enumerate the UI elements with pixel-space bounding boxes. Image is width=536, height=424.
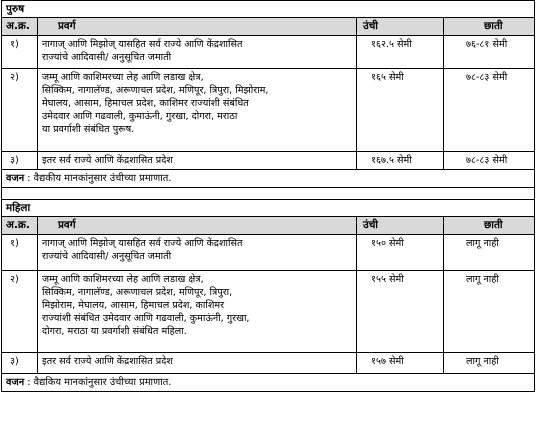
section-title-male: पुरुष — [2, 1, 535, 18]
weight-note-text: : वैद्यकिय मानकांनुसार उंचीच्या प्रमाणात. — [24, 377, 172, 388]
spacer-cell — [2, 188, 535, 200]
row-height: १५० सेमी — [357, 235, 444, 271]
note-row — [2, 170, 535, 188]
row-sr: ३) — [2, 353, 38, 374]
header-chest: छाती — [444, 18, 535, 36]
row-category-line: इतर सर्व राज्ये आणि केंद्रशासित प्रदेश — [42, 356, 173, 367]
row-chest: लागू नाही — [444, 271, 535, 353]
row-chest: लागू नाही — [444, 235, 535, 271]
table-row — [2, 235, 535, 271]
row-category-line: राज्यांशी संबंधित उमेदवार आणि गढवाली, कुमाऊंनी, गुरखा, — [42, 313, 250, 324]
table-row — [2, 152, 535, 170]
row-category-line: सिक्किम, नागालॅण्ड, अरूणाचल प्रदेश, मणिपूर, त्रिपुरा, — [42, 287, 233, 298]
row-category — [38, 69, 357, 152]
weight-note-label: वजन — [6, 377, 25, 388]
table-row — [2, 353, 535, 374]
row-category-line: मेघालय, आसाम, हिमाचल प्रदेश, काशिमर राज्यांशी संबंधित — [42, 98, 249, 109]
row-chest: ७६-८१ सेमी — [444, 36, 535, 69]
header-sr: अ.क्र. — [2, 18, 38, 36]
row-height: १६२.५ सेमी — [357, 36, 444, 69]
weight-note-label: वजन — [6, 173, 25, 184]
row-sr: २) — [2, 69, 38, 152]
header-height: उंची — [357, 18, 444, 36]
header-chest: छाती — [444, 217, 535, 235]
row-category-line: राज्यांचे आदिवासी/ अनुसूचित जमाती — [42, 251, 172, 262]
row-category — [38, 152, 357, 170]
row-category — [38, 271, 357, 353]
row-category-line: जम्मू आणि काशिमरच्या लेह आणि लडाख क्षेत्र, — [42, 72, 204, 83]
header-category: प्रवर्ग — [38, 18, 357, 36]
row-category-line: नागाज् आणि मिझोज् यासहित सर्व राज्ये आणि केंद्रशासित — [42, 238, 243, 249]
table-row — [2, 69, 535, 152]
row-category-line: जम्मू आणि काशिमरच्या लेह आणि लडाख क्षेत्र, — [42, 274, 204, 285]
row-height: १५७ सेमी — [357, 353, 444, 374]
section-title-female: महिला — [2, 200, 535, 217]
row-category-line: इतर सर्व राज्ये आणि केंद्रशासित प्रदेश — [42, 155, 173, 166]
row-category-line: मिझोराम, मेघालय, आसाम, हिमाचल प्रदेश, काशिमर — [42, 300, 225, 311]
weight-note-text: : वैद्यकीय मानकांनुसार उंचीच्या प्रमाणात. — [24, 173, 172, 184]
row-category-line: सिक्किम, नागालॅण्ड, अरूणाचल प्रदेश, मणिपूर, त्रिपुरा, मिझोराम, — [42, 85, 269, 96]
requirements-table — [1, 0, 535, 392]
row-height: १६५ सेमी — [357, 69, 444, 152]
section-spacer — [2, 188, 535, 200]
section-title-row — [2, 1, 535, 18]
row-sr: २) — [2, 271, 38, 353]
header-category: प्रवर्ग — [38, 217, 357, 235]
header-row — [2, 18, 535, 36]
weight-note — [2, 170, 535, 188]
row-category-line: दोगरा, मराठा या प्रवर्गाशी संबंधित महिला. — [42, 326, 187, 337]
header-row — [2, 217, 535, 235]
note-row — [2, 374, 535, 392]
row-category-line: नागाज् आणि मिझोज् यासहित सर्व राज्ये आणि केंद्रशासित — [42, 39, 243, 50]
header-height: उंची — [357, 217, 444, 235]
row-category-line: या प्रवर्गाशी संबंधित पुरूष. — [42, 124, 135, 135]
row-chest: ७८-८३ सेमी — [444, 152, 535, 170]
row-chest: लागू नाही — [444, 353, 535, 374]
row-category-line: उमेदवार आणि गढवाली, कुमाऊंनी, गुरखा, दोगरा, मराठा — [42, 111, 238, 122]
row-height: १५५ सेमी — [357, 271, 444, 353]
row-sr: ३) — [2, 152, 38, 170]
row-height: १६७.५ सेमी — [357, 152, 444, 170]
header-sr: अ.क्र. — [2, 217, 38, 235]
table-row — [2, 36, 535, 69]
section-title-row — [2, 200, 535, 217]
row-sr: १) — [2, 235, 38, 271]
row-category-line: राज्यांचे आदिवासी/ अनुसूचित जमाती — [42, 52, 172, 63]
row-sr: १) — [2, 36, 38, 69]
row-category — [38, 235, 357, 271]
row-category — [38, 36, 357, 69]
row-category — [38, 353, 357, 374]
weight-note — [2, 374, 535, 392]
table-row — [2, 271, 535, 353]
row-chest: ७८-८३ सेमी — [444, 69, 535, 152]
